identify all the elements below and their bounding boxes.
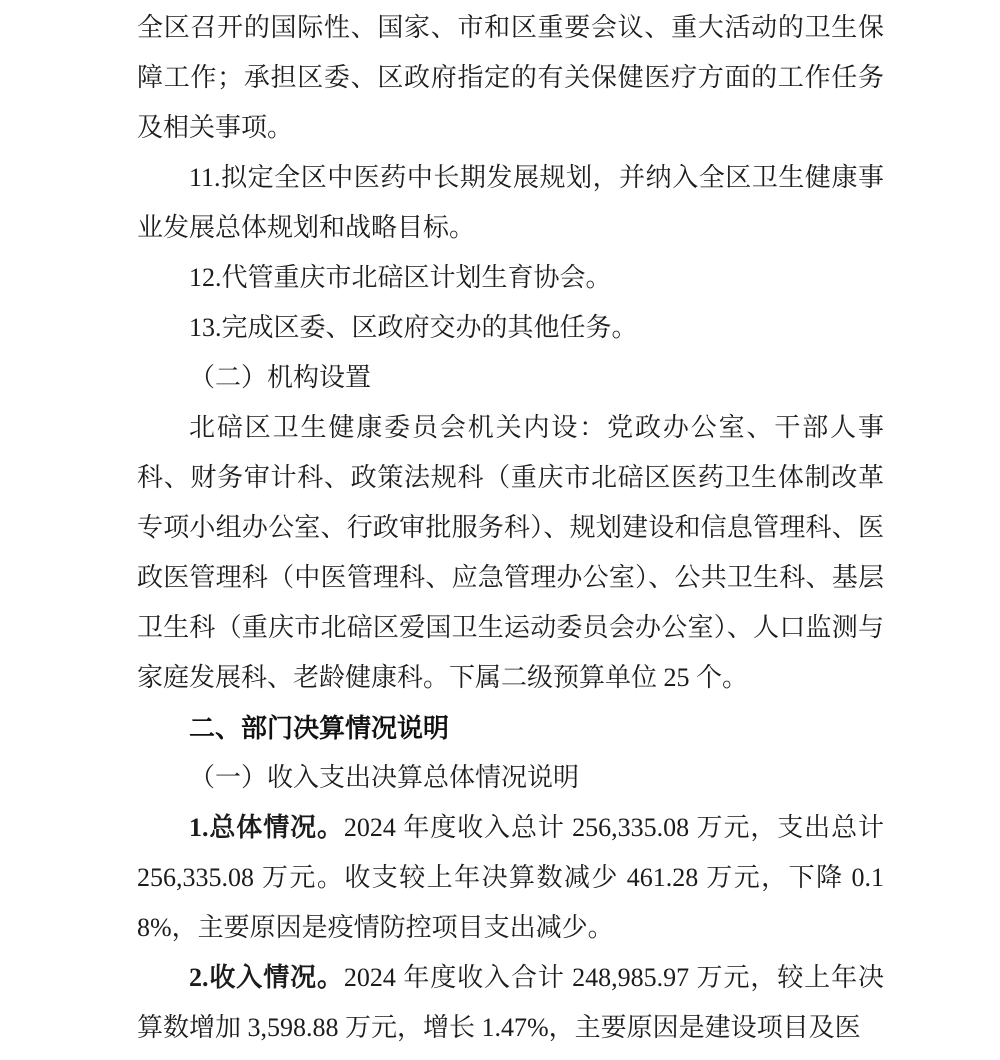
- list-item-11: [137, 153, 884, 253]
- list-item-13: [137, 303, 884, 353]
- paragraph-organization-detail: [137, 403, 884, 703]
- paragraph-lead-bold: 2.收入情况。: [189, 963, 344, 992]
- paragraph-text: 13.完成区委、区政府交办的其他任务。: [189, 313, 638, 342]
- text-block: [137, 3, 884, 1053]
- subheading-text: （一）收入支出决算总体情况说明: [189, 763, 580, 792]
- paragraph-overall-situation: [137, 803, 884, 953]
- paragraph-income-situation: [137, 953, 884, 1053]
- paragraph-continuation: [137, 3, 884, 153]
- paragraph-text: 北碚区卫生健康委员会机关内设：党政办公室、干部人事科、财务审计科、政策法规科（重庆市北碚区医药卫生体制改革专项小组办公室、行政审批服务科）、规划建设和信息管理科、医政医管理科（中医管理科、应急管理办公室）、公共卫生科、基层卫生科（重庆市北碚区爱国卫生运动委员会办公室）、人口监测与家庭发展科、老龄健康科。下属二级预算单位 25 个。: [137, 413, 884, 692]
- paragraph-text: 全区召开的国际性、国家、市和区重要会议、重大活动的卫生保障工作；承担区委、区政府指定的有关保健医疗方面的工作任务及相关事项。: [137, 13, 884, 142]
- list-item-12: [137, 253, 884, 303]
- paragraph-text: 12.代管重庆市北碚区计划生育协会。: [189, 263, 612, 292]
- paragraph-text: 2024 年度收入合计 248,985.97 万元，较上年决算数增加 3,598.88 万元，增长 1.47%，主要原因是建设项目及医: [137, 963, 884, 1042]
- paragraph-text: 11.拟定全区中医药中长期发展规划，并纳入全区卫生健康事业发展总体规划和战略目标。: [137, 163, 884, 242]
- paragraph-text: 2024 年度收入总计 256,335.08 万元，支出总计 256,335.08 万元。收支较上年决算数减少 461.28 万元，下降 0.18%，主要原因是疫情防控项目支出减少。: [137, 813, 884, 942]
- section-heading-text: 二、部门决算情况说明: [189, 713, 450, 743]
- subheading-overall-income-expenditure: [137, 753, 884, 803]
- section-heading-final-accounts: [137, 703, 884, 753]
- subheading-text: （二）机构设置: [189, 363, 372, 392]
- paragraph-lead-bold: 1.总体情况。: [189, 813, 344, 842]
- subheading-organization-setup: [137, 353, 884, 403]
